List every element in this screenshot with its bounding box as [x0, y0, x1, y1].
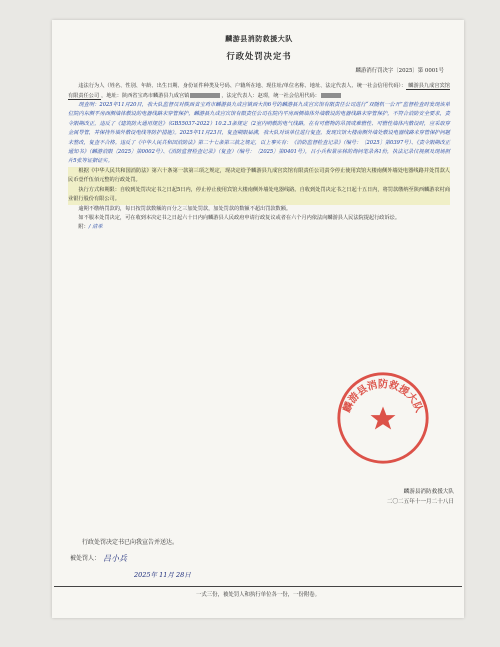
recipient-signature: 吕小兵 — [103, 554, 128, 563]
delivery-section — [70, 535, 191, 583]
recipient-row — [70, 551, 191, 567]
svg-text:麟游县消防救援大队: 麟游县消防救援大队 — [341, 379, 425, 415]
sign-org: 麟游县消防救援大队 — [403, 489, 454, 495]
attachment-label: 附： — [78, 224, 89, 231]
late-fee-paragraph: 逾期不缴纳罚款的，每日按罚款数额的百分之三加处罚款，加处罚款的数额不超出罚款数额。 — [78, 205, 292, 212]
recipient-label: 被处罚人： — [70, 555, 101, 562]
document-body — [68, 34, 450, 608]
doc-title: 行政处罚决定书 — [226, 51, 292, 62]
decision-paragraph: 根据《中华人民共和国消防法》第六十条第一款第三项之规定，现决定给予麟游县九成宫宾馆有限责任公司责令停止使用宾馆大楼南侧外墙处电器线路并处罚款人民币壹仟伍佰元整的行政处罚。 — [68, 167, 450, 186]
execution-paragraph: 执行方式和期限：自收到处罚决定书之日起5日内，停止停止使用宾馆大楼南侧外墙处电器线路。自收到处罚决定书之日起十五日内，将罚款缴纳至陕西麟游农村商业银行股份有限公司。 — [68, 186, 450, 205]
org-header: 麟游县消防救援大队 — [225, 34, 293, 43]
party-address: ，地址：陕西省宝鸡市麟游县九成宫镇 — [101, 92, 190, 99]
party-legal-rep: ，法定代表人：赵璟，统一社会信用代码： — [221, 92, 320, 99]
footer-note: 一式三份，被处罚人和执行单位各一份，一份附卷。 — [54, 586, 462, 598]
party-line: 违法行为人（姓名、性别、年龄、出生日期、身份证件种类及号码、户籍所在地、现住址/单位名称、地址、法定代表人、统一社会信用代码）： — [78, 83, 407, 90]
delivery-note: 行政处罚决定书已向我宣告并送达。 — [82, 539, 179, 546]
attachment-value: / 清单 — [88, 224, 103, 231]
appeal-paragraph: 如不服本处罚决定，可在收到本决定书之日起六十日内向麟游县人民政府申请行政复议或者在六个月内依法向麟游县人民法院提起行政诉讼。 — [78, 214, 401, 221]
redaction-box — [321, 93, 341, 98]
redaction-box — [190, 93, 220, 98]
attachment-line — [68, 223, 450, 232]
party-name: 麟游县九成宫宾馆有限责任公司 — [68, 83, 450, 99]
facts-paragraph: 现查明：2025年11月20日，我大队监督员对陕西省宝鸡市麟游县九成宫镇西大街6号的麟游县九成宫宾馆有限责任公司进行“双随机一公开”监督检查时发现该单位院内东侧平房西侧墙体敷设的电器线路未穿管保护，麟游县九成宫宾馆有限责任公司在院内平房西侧墙体外墙敷设的电器线路未穿管保护，不符合消防安全要求，责令限期改正，违反了《建筑防火通用规范》（GB55037-2022）10.2.3条规定（2室内明敷的电气线路，在有可燃物的吊顶或难燃性、可燃性墙体内敷设时，应采取穿金属导管，并保持外墙外敷设电线等防护措施）。2025年11月23日，复查期限届满，我大队对该单位进行复查，发现宾馆大楼南侧外墙处敷设电器线路未穿管保护问题未整改，复查不合格。违反了《中华人民共和国消防法》第二十七条第三款之规定，以上事实有：《消防监督检查记录》（编号：〔2025〕第0397号）、《责令限期改正通知书》（麟游消限〔2025〕第0002号）、《消防监督检查记录》（复查）（编号：〔2025〕第0401号），吕小兵和景宗林的询问笔录各1份，执法记录仪视频及现场照片5张等证据证实。 — [68, 102, 450, 165]
recipient-date-row — [70, 567, 191, 583]
official-seal-icon — [335, 370, 431, 466]
sign-date: 二〇二五年十一月二十八日 — [386, 499, 454, 505]
doc-number: 麟游消行罚决字〔2025〕第 0001号 — [355, 67, 444, 74]
recipient-date: 2025年 11月 28日 — [134, 571, 191, 579]
document-page — [52, 20, 464, 618]
party-info — [68, 82, 450, 101]
signature-block — [387, 487, 454, 507]
